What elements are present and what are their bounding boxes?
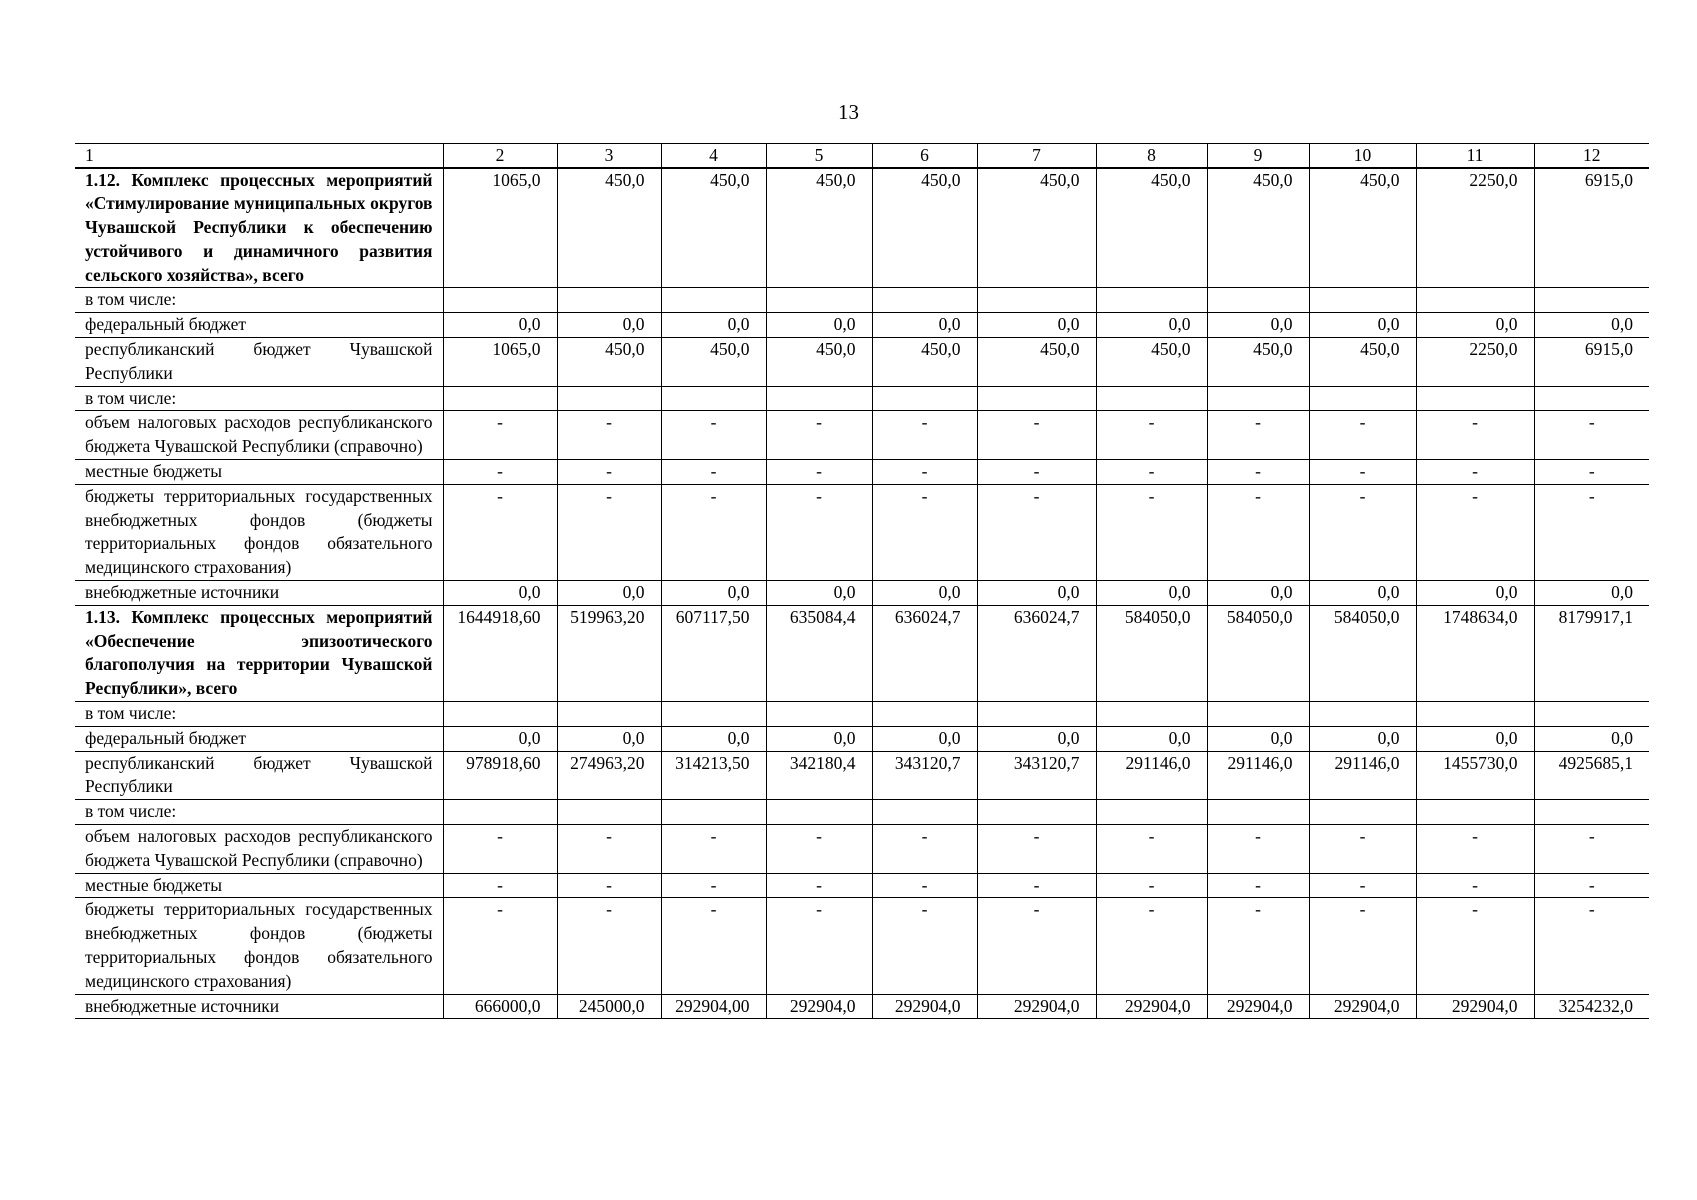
table-cell: 292904,0: [1207, 994, 1309, 1019]
row-label: в том числе:: [75, 288, 443, 313]
table-cell: [1534, 288, 1649, 313]
table-cell: 314213,50: [661, 751, 766, 800]
column-header: 3: [557, 144, 661, 168]
table-cell: 0,0: [661, 581, 766, 606]
table-cell: -: [872, 411, 977, 460]
table-cell: 450,0: [872, 168, 977, 288]
table-cell: [1096, 386, 1207, 411]
table-cell: 0,0: [766, 726, 872, 751]
table-cell: 450,0: [1309, 168, 1416, 288]
table-cell: -: [1534, 484, 1649, 580]
table-cell: -: [872, 484, 977, 580]
table-cell: [1534, 386, 1649, 411]
table-cell: -: [1309, 484, 1416, 580]
table-cell: -: [766, 825, 872, 874]
table-cell: [872, 386, 977, 411]
table-row: [75, 994, 1649, 1019]
table-cell: 291146,0: [1309, 751, 1416, 800]
row-label: в том числе:: [75, 800, 443, 825]
table-row: [75, 386, 1649, 411]
row-label: 1.13. Комплекс процессных мероприятий «Обеспечение эпизоотического благополучия на территории Чувашской Республики», всего: [75, 605, 443, 701]
table-cell: -: [1534, 873, 1649, 898]
table-cell: 0,0: [443, 726, 557, 751]
row-label: республиканский бюджет Чувашской Республики: [75, 338, 443, 387]
table-cell: 3254232,0: [1534, 994, 1649, 1019]
row-label: объем налоговых расходов республиканского бюджета Чувашской Республики (справочно): [75, 825, 443, 874]
table-cell: 0,0: [1416, 726, 1534, 751]
table-cell: 0,0: [1096, 726, 1207, 751]
table-cell: 0,0: [1416, 581, 1534, 606]
table-cell: -: [1309, 873, 1416, 898]
table-cell: -: [443, 460, 557, 485]
budget-table: [75, 143, 1649, 1019]
table-cell: 450,0: [661, 168, 766, 288]
table-cell: 2250,0: [1416, 168, 1534, 288]
table-cell: -: [1207, 484, 1309, 580]
table-cell: [1309, 386, 1416, 411]
table-cell: [443, 386, 557, 411]
table-cell: -: [766, 460, 872, 485]
column-header: 6: [872, 144, 977, 168]
table-cell: [977, 288, 1096, 313]
table-cell: -: [872, 898, 977, 994]
table-cell: 450,0: [557, 168, 661, 288]
table-cell: -: [766, 898, 872, 994]
table-cell: 450,0: [557, 338, 661, 387]
table-cell: [872, 800, 977, 825]
table-cell: 0,0: [443, 581, 557, 606]
table-cell: [1207, 386, 1309, 411]
table-cell: -: [766, 484, 872, 580]
table-cell: -: [1096, 873, 1207, 898]
table-cell: -: [1309, 460, 1416, 485]
table-cell: [661, 702, 766, 727]
table-cell: [872, 288, 977, 313]
table-cell: -: [872, 460, 977, 485]
row-label: федеральный бюджет: [75, 313, 443, 338]
table-cell: -: [661, 411, 766, 460]
table-cell: -: [766, 873, 872, 898]
table-cell: 0,0: [872, 726, 977, 751]
row-label: в том числе:: [75, 702, 443, 727]
table-cell: [1309, 702, 1416, 727]
table-cell: -: [443, 825, 557, 874]
table-cell: 342180,4: [766, 751, 872, 800]
table-cell: [766, 386, 872, 411]
table-cell: -: [443, 898, 557, 994]
table-cell: [443, 800, 557, 825]
table-cell: [557, 800, 661, 825]
column-header: 4: [661, 144, 766, 168]
table-cell: 0,0: [1207, 726, 1309, 751]
table-cell: 0,0: [661, 726, 766, 751]
table-cell: 450,0: [1096, 168, 1207, 288]
table-cell: [1096, 800, 1207, 825]
table-cell: 4925685,1: [1534, 751, 1649, 800]
row-label: внебюджетные источники: [75, 994, 443, 1019]
table-cell: 0,0: [1207, 581, 1309, 606]
table-cell: 450,0: [1096, 338, 1207, 387]
table-cell: 1065,0: [443, 338, 557, 387]
table-cell: -: [557, 898, 661, 994]
table-cell: 0,0: [872, 581, 977, 606]
table-row: [75, 726, 1649, 751]
table-cell: -: [977, 484, 1096, 580]
table-cell: -: [1207, 825, 1309, 874]
table-cell: 450,0: [1207, 338, 1309, 387]
row-label: 1.12. Комплекс процессных мероприятий «Стимулирование муниципальных округов Чувашской Республики к обеспечению устойчивого и динамичного развития сельского хозяйства», всего: [75, 168, 443, 288]
table-cell: 245000,0: [557, 994, 661, 1019]
table-cell: -: [1534, 460, 1649, 485]
row-label: бюджеты территориальных государственных внебюджетных фондов (бюджеты территориальных фондов обязательного медицинского страхования): [75, 898, 443, 994]
table-row: [75, 751, 1649, 800]
column-header: 11: [1416, 144, 1534, 168]
table-cell: -: [977, 411, 1096, 460]
table-cell: 292904,0: [1309, 994, 1416, 1019]
table-row: [75, 825, 1649, 874]
table-cell: [557, 386, 661, 411]
table-cell: 0,0: [443, 313, 557, 338]
table-cell: 292904,0: [1416, 994, 1534, 1019]
table-row: [75, 338, 1649, 387]
table-cell: 0,0: [1309, 581, 1416, 606]
table-row: [75, 581, 1649, 606]
table-row: [75, 800, 1649, 825]
table-cell: -: [661, 460, 766, 485]
table-row: [75, 288, 1649, 313]
table-cell: -: [872, 873, 977, 898]
table-cell: 0,0: [1096, 581, 1207, 606]
table-cell: -: [557, 873, 661, 898]
table-cell: [1309, 800, 1416, 825]
table-cell: [1416, 702, 1534, 727]
table-cell: 584050,0: [1207, 605, 1309, 701]
table-cell: 0,0: [557, 581, 661, 606]
row-label: внебюджетные источники: [75, 581, 443, 606]
table-cell: [977, 386, 1096, 411]
row-label: объем налоговых расходов республиканского бюджета Чувашской Республики (справочно): [75, 411, 443, 460]
table-cell: -: [661, 484, 766, 580]
table-cell: 450,0: [766, 168, 872, 288]
table-cell: -: [977, 460, 1096, 485]
table-cell: 1455730,0: [1416, 751, 1534, 800]
table-cell: [1416, 288, 1534, 313]
table-cell: [977, 702, 1096, 727]
table-cell: 636024,7: [872, 605, 977, 701]
table-cell: 1748634,0: [1416, 605, 1534, 701]
table-cell: 292904,00: [661, 994, 766, 1019]
table-cell: 6915,0: [1534, 338, 1649, 387]
row-label: местные бюджеты: [75, 460, 443, 485]
table-cell: [661, 288, 766, 313]
table-cell: -: [872, 825, 977, 874]
table-cell: [443, 702, 557, 727]
table-cell: 450,0: [977, 338, 1096, 387]
table-cell: 6915,0: [1534, 168, 1649, 288]
table-cell: 0,0: [1416, 313, 1534, 338]
table-cell: [1534, 800, 1649, 825]
table-cell: 584050,0: [1309, 605, 1416, 701]
table-cell: -: [1309, 898, 1416, 994]
table-cell: -: [661, 898, 766, 994]
table-cell: [557, 288, 661, 313]
column-header: 5: [766, 144, 872, 168]
table-cell: [1207, 800, 1309, 825]
table-cell: 0,0: [977, 313, 1096, 338]
table-cell: 0,0: [977, 581, 1096, 606]
row-label: местные бюджеты: [75, 873, 443, 898]
table-cell: -: [1096, 460, 1207, 485]
table-cell: 636024,7: [977, 605, 1096, 701]
table-cell: 1065,0: [443, 168, 557, 288]
table-row: [75, 605, 1649, 701]
table-cell: -: [1416, 825, 1534, 874]
table-cell: 0,0: [557, 726, 661, 751]
table-cell: -: [443, 411, 557, 460]
row-label: в том числе:: [75, 386, 443, 411]
table-cell: -: [443, 484, 557, 580]
row-label: бюджеты территориальных государственных внебюджетных фондов (бюджеты территориальных фондов обязательного медицинского страхования): [75, 484, 443, 580]
table-cell: [1096, 288, 1207, 313]
table-cell: 0,0: [1534, 581, 1649, 606]
table-cell: 1644918,60: [443, 605, 557, 701]
table-cell: 292904,0: [872, 994, 977, 1019]
table-cell: 0,0: [1534, 726, 1649, 751]
table-body: [75, 144, 1649, 1019]
table-cell: [661, 800, 766, 825]
table-row: [75, 168, 1649, 288]
table-cell: -: [1207, 898, 1309, 994]
table-cell: -: [977, 898, 1096, 994]
table-cell: -: [977, 873, 1096, 898]
table-cell: 584050,0: [1096, 605, 1207, 701]
table-cell: 292904,0: [977, 994, 1096, 1019]
table-cell: 450,0: [1207, 168, 1309, 288]
table-row: [75, 484, 1649, 580]
row-label: республиканский бюджет Чувашской Республики: [75, 751, 443, 800]
table-cell: -: [1416, 898, 1534, 994]
table-cell: -: [1309, 825, 1416, 874]
table-cell: 343120,7: [977, 751, 1096, 800]
table-cell: -: [557, 825, 661, 874]
table-cell: [443, 288, 557, 313]
table-cell: -: [766, 411, 872, 460]
table-cell: 274963,20: [557, 751, 661, 800]
table-cell: 292904,0: [766, 994, 872, 1019]
column-header: 12: [1534, 144, 1649, 168]
table-cell: 291146,0: [1207, 751, 1309, 800]
table-cell: -: [1096, 411, 1207, 460]
table-cell: 450,0: [872, 338, 977, 387]
table-cell: -: [1416, 411, 1534, 460]
table-cell: [661, 386, 766, 411]
table-cell: 8179917,1: [1534, 605, 1649, 701]
table-cell: -: [1534, 898, 1649, 994]
table-cell: [1309, 288, 1416, 313]
table-cell: 2250,0: [1416, 338, 1534, 387]
table-cell: [1534, 702, 1649, 727]
table-cell: [872, 702, 977, 727]
table-cell: 0,0: [1309, 726, 1416, 751]
column-header: 7: [977, 144, 1096, 168]
table-cell: -: [1096, 898, 1207, 994]
table-cell: -: [661, 873, 766, 898]
table-cell: 0,0: [766, 313, 872, 338]
table-cell: -: [557, 460, 661, 485]
table-cell: 0,0: [1207, 313, 1309, 338]
table-cell: 0,0: [1096, 313, 1207, 338]
column-header: 9: [1207, 144, 1309, 168]
table-cell: 0,0: [661, 313, 766, 338]
table-cell: -: [1207, 460, 1309, 485]
table-cell: [766, 702, 872, 727]
table-cell: 0,0: [1534, 313, 1649, 338]
table-cell: 0,0: [1309, 313, 1416, 338]
table-cell: -: [1096, 825, 1207, 874]
header-row: [75, 144, 1649, 168]
table-cell: 292904,0: [1096, 994, 1207, 1019]
table-row: [75, 411, 1649, 460]
table-cell: 607117,50: [661, 605, 766, 701]
column-header: 8: [1096, 144, 1207, 168]
table-cell: -: [1207, 873, 1309, 898]
table-cell: 450,0: [766, 338, 872, 387]
table-cell: 635084,4: [766, 605, 872, 701]
table-cell: -: [557, 484, 661, 580]
table-cell: 450,0: [977, 168, 1096, 288]
table-cell: 0,0: [766, 581, 872, 606]
table-cell: [977, 800, 1096, 825]
table-cell: -: [1416, 873, 1534, 898]
table-cell: [1416, 386, 1534, 411]
column-header: 2: [443, 144, 557, 168]
table-cell: [766, 288, 872, 313]
table-cell: 978918,60: [443, 751, 557, 800]
table-cell: -: [977, 825, 1096, 874]
table-row: [75, 313, 1649, 338]
table-row: [75, 898, 1649, 994]
table-cell: 0,0: [872, 313, 977, 338]
table-cell: -: [1534, 411, 1649, 460]
table-cell: -: [1416, 484, 1534, 580]
table-cell: [1096, 702, 1207, 727]
table-cell: 450,0: [1309, 338, 1416, 387]
table-cell: -: [443, 873, 557, 898]
table-row: [75, 702, 1649, 727]
table-cell: [1207, 288, 1309, 313]
table-cell: [557, 702, 661, 727]
table-cell: -: [557, 411, 661, 460]
page-number: 13: [838, 100, 859, 124]
column-header: 10: [1309, 144, 1416, 168]
table-cell: [1207, 702, 1309, 727]
table-cell: [766, 800, 872, 825]
table-cell: -: [1096, 484, 1207, 580]
table-cell: 291146,0: [1096, 751, 1207, 800]
table-cell: 666000,0: [443, 994, 557, 1019]
table-cell: 0,0: [557, 313, 661, 338]
table-cell: -: [661, 825, 766, 874]
table-cell: [1416, 800, 1534, 825]
table-cell: -: [1534, 825, 1649, 874]
table-cell: 450,0: [661, 338, 766, 387]
table-cell: -: [1309, 411, 1416, 460]
table-cell: 0,0: [977, 726, 1096, 751]
table-row: [75, 873, 1649, 898]
table-cell: -: [1207, 411, 1309, 460]
table-cell: -: [1416, 460, 1534, 485]
table-cell: 519963,20: [557, 605, 661, 701]
row-label: федеральный бюджет: [75, 726, 443, 751]
table-cell: 343120,7: [872, 751, 977, 800]
column-header: 1: [75, 144, 443, 168]
table-row: [75, 460, 1649, 485]
